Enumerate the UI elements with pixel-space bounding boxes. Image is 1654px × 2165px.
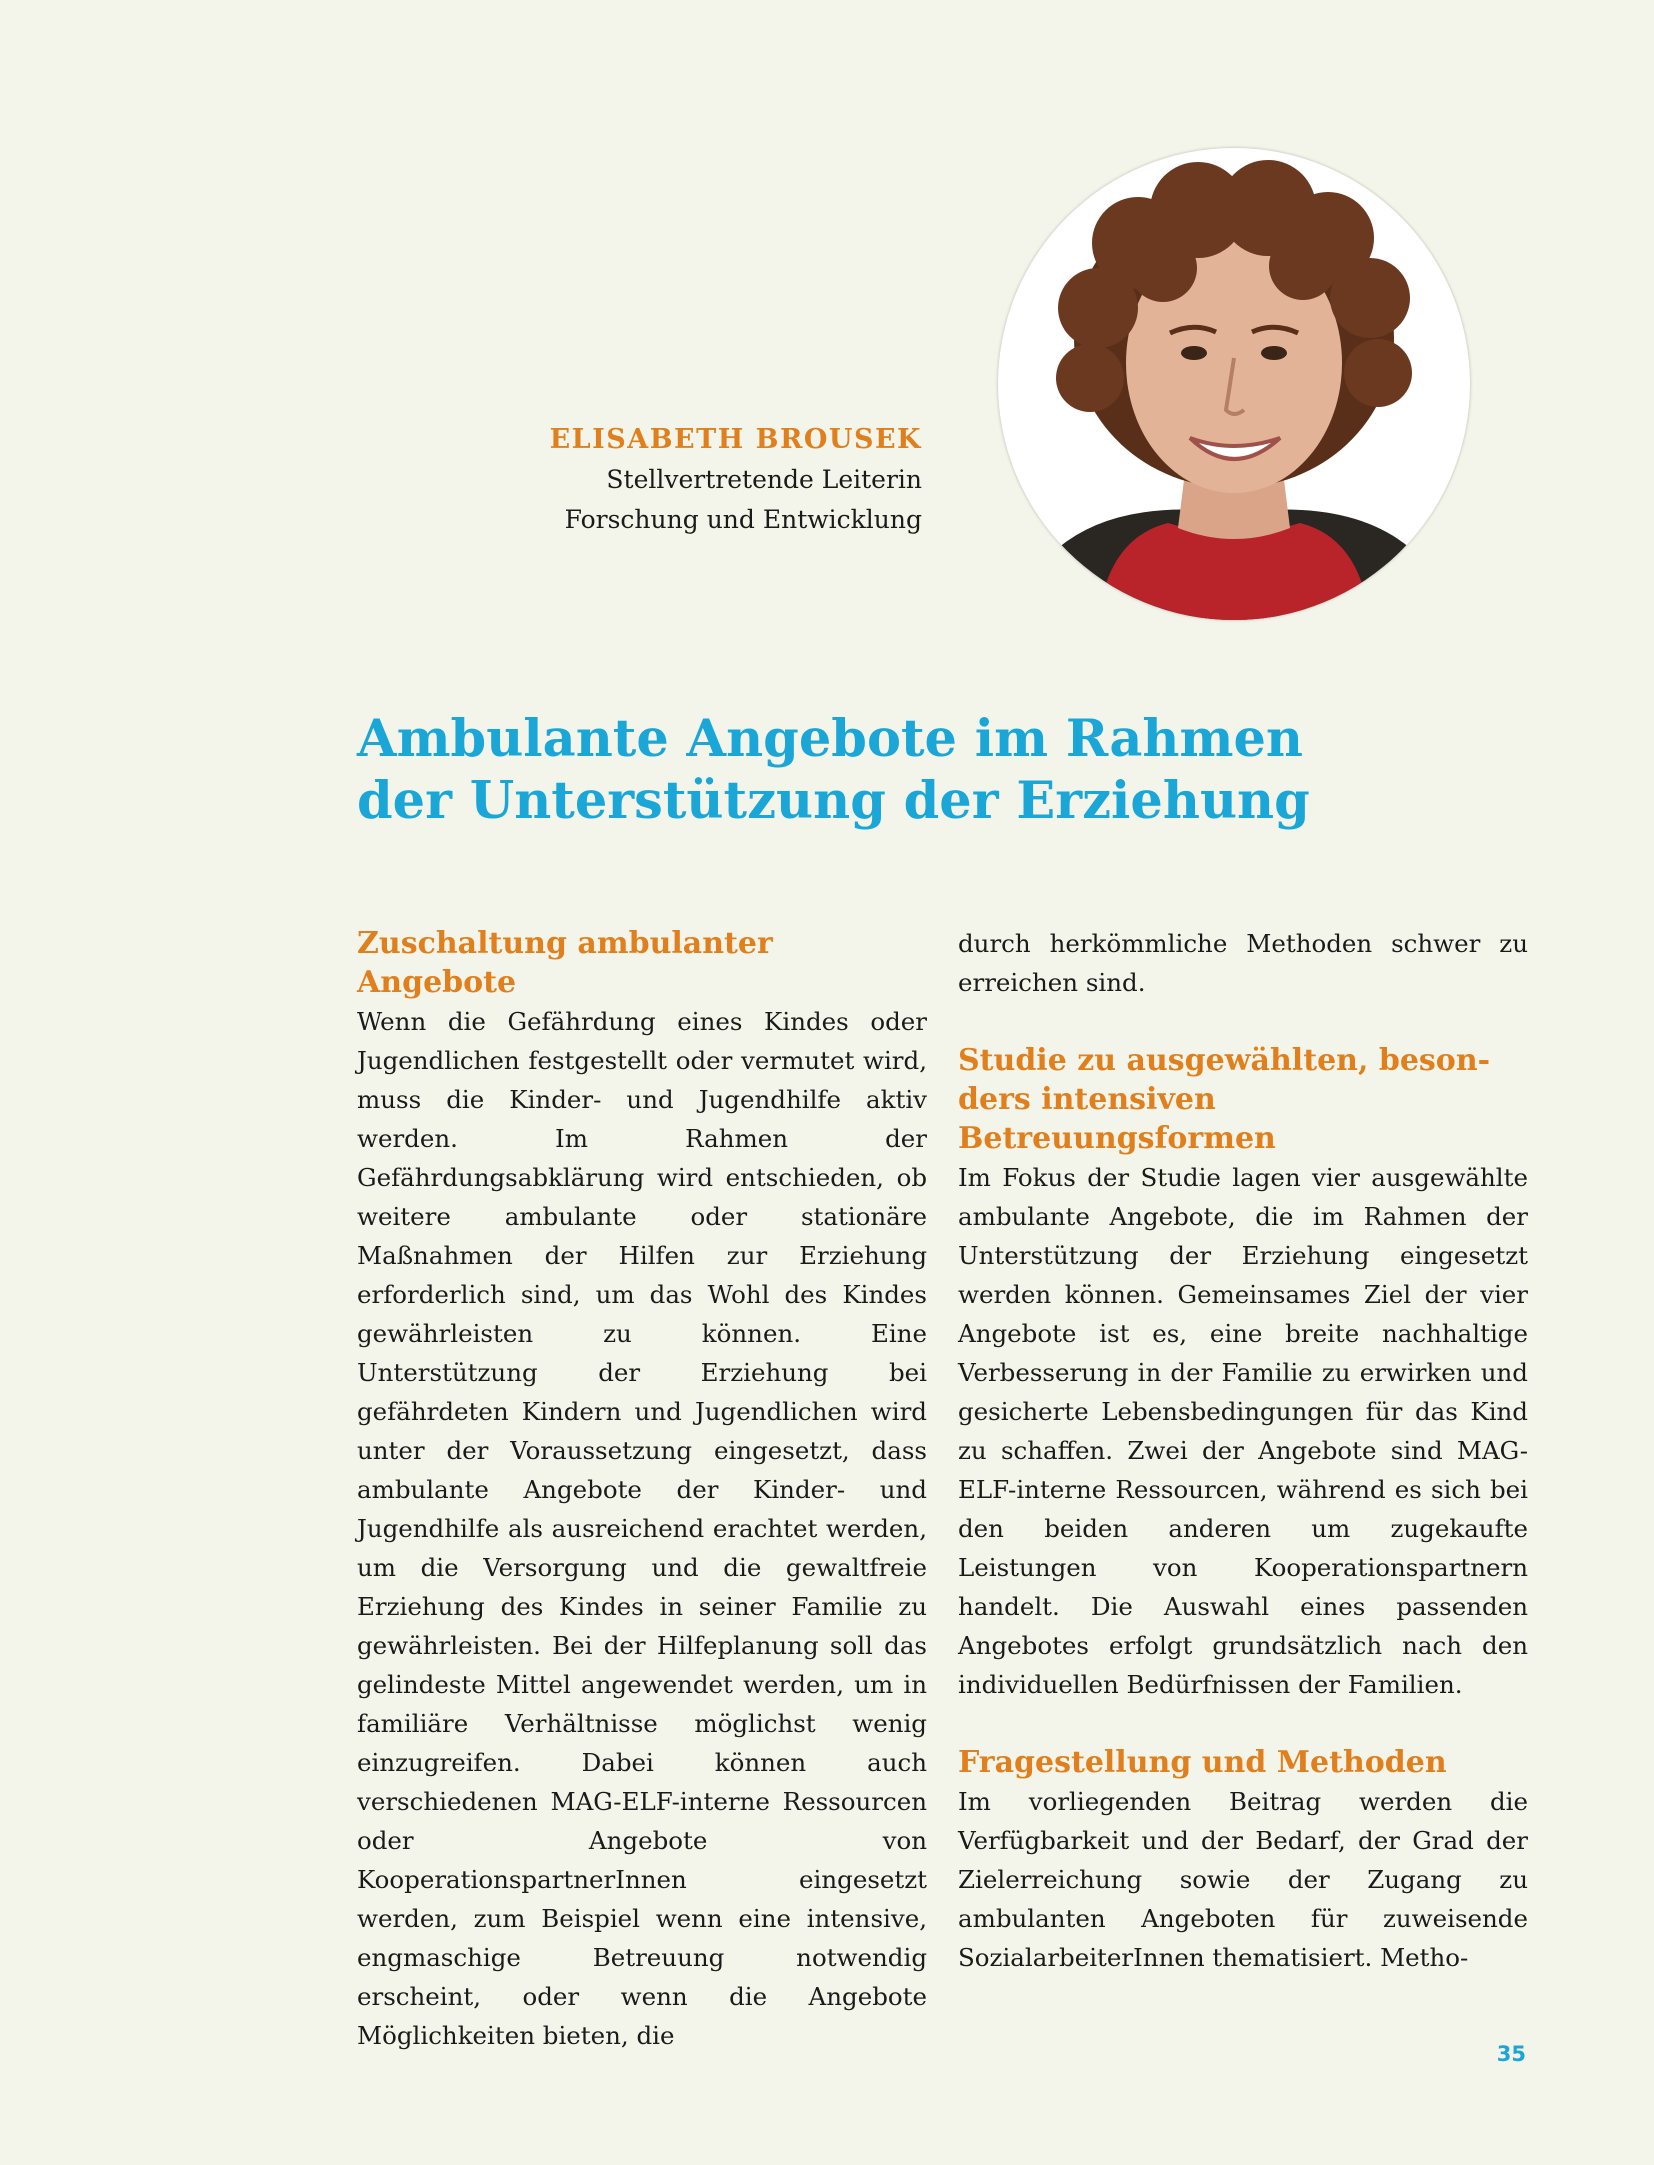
paragraph-continuation: durch herkömmliche Methoden schwer zu erreichen sind. — [958, 929, 1528, 997]
author-block — [550, 420, 922, 540]
heading-studie — [958, 1041, 1528, 1158]
heading-zuschaltung-line2: Angebote — [357, 965, 517, 1000]
title-line1: Ambulante Angebote im Rahmen — [357, 709, 1303, 769]
author-role-line1: Stellvertretende Leiterin — [606, 465, 922, 494]
portrait-eye-left — [1181, 346, 1207, 360]
author-role-line2: Forschung und Entwicklung — [564, 505, 922, 534]
heading-studie-line1: Studie zu ausgewählten, beson- — [958, 1043, 1491, 1078]
left-column — [357, 924, 927, 2055]
paragraph-fragestellung: Im vorliegenden Beitrag werden die Verfügbarkeit und der Bedarf, der Grad der Zielerreichung sowie der Zugang zu ambulanten Angeboten für zuweisende SozialarbeiterInnen thematisiert. Metho- — [958, 1787, 1528, 1972]
portrait-eye-right — [1261, 346, 1287, 360]
author-name: ELISABETH BROUSEK — [549, 424, 922, 455]
title-line2: der Unterstützung der Erziehung — [357, 771, 1310, 831]
author-portrait — [998, 148, 1470, 620]
heading-zuschaltung-line1: Zuschaltung ambulanter — [357, 926, 773, 961]
paragraph-studie: Im Fokus der Studie lagen vier ausgewählte ambulante Angebote, die im Rahmen der Unterstützung der Erziehung eingesetzt werden können. Gemeinsames Ziel der vier Angebote ist es, eine breite nachhaltige Verbesserung in der Familie zu erwirken und gesicherte Lebensbedingungen für das Kind zu schaffen. Zwei der Angebote sind MAG-ELF-interne Ressourcen, während es sich bei den beiden anderen um zugekaufte Leistungen von Kooperationspartnern handelt. Die Auswahl eines passenden Angebotes erfolgt grundsätzlich nach den individuellen Bedürfnissen der Familien. — [958, 1163, 1528, 1699]
heading-zuschaltung — [357, 924, 927, 1002]
portrait-illustration — [998, 148, 1470, 620]
right-column — [958, 924, 1528, 1977]
paragraph-zuschaltung: Wenn die Gefährdung eines Kindes oder Jugendlichen festgestellt oder vermutet wird, muss die Kinder- und Jugendhilfe aktiv werden. Im Rahmen der Gefährdungsabklärung wird entschieden, ob weitere ambulante oder stationäre Maßnahmen der Hilfen zur Erziehung erforderlich sind, um das Wohl des Kindes gewährleisten zu können. Eine Unterstützung der Erziehung bei gefährdeten Kindern und Jugendlichen wird unter der Voraussetzung eingesetzt, dass ambulante Angebote der Kinder- und Jugendhilfe als ausreichend erachtet werden, um die Versorgung und die gewaltfreie Erziehung des Kindes in seiner Familie zu gewährleisten. Bei der Hilfeplanung soll das gelindeste Mittel angewendet werden, um in familiäre Verhältnisse möglichst wenig einzugreifen. Dabei können auch verschiedenen MAG-ELF-interne Ressourcen oder Angebote von KooperationspartnerInnen eingesetzt werden, zum Beispiel wenn eine intensive, engmaschige Betreuung notwendig erscheint, oder wenn die Angebote Möglichkeiten bieten, die — [357, 1007, 927, 2050]
page-title — [357, 708, 1407, 832]
page-number: 35 — [1496, 2042, 1526, 2066]
heading-fragestellung: Fragestellung und Methoden — [958, 1745, 1447, 1780]
heading-studie-line2: ders intensiven Betreuungsformen — [958, 1082, 1276, 1156]
